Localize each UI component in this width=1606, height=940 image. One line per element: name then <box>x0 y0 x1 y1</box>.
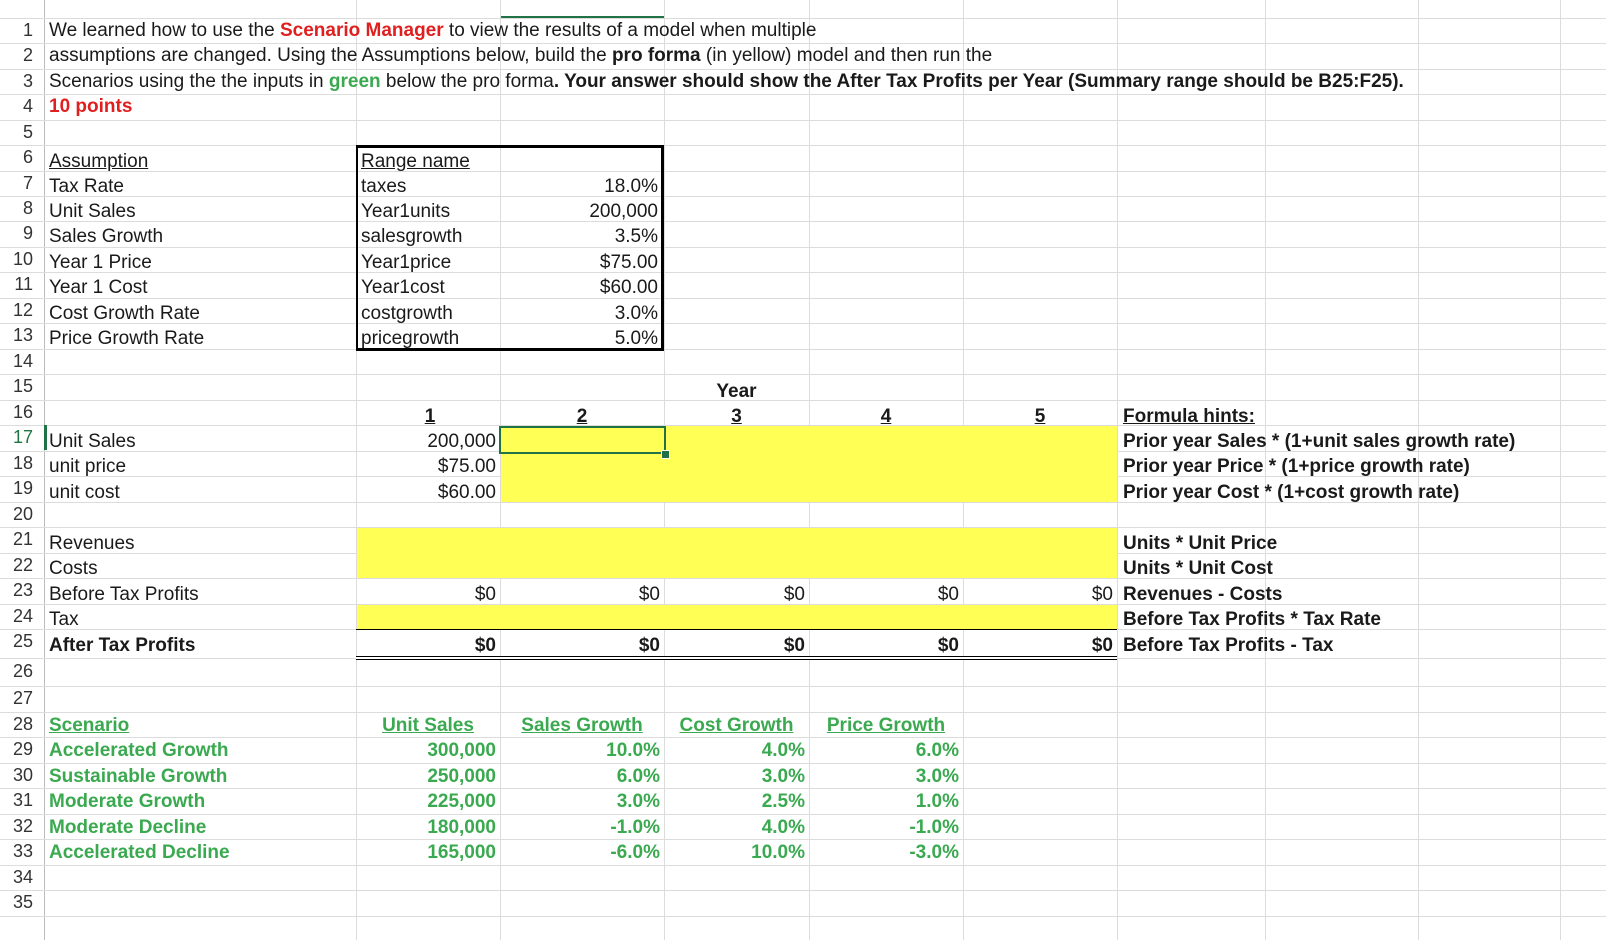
row-header[interactable]: 19 <box>12 478 33 498</box>
row-header[interactable]: 5 <box>22 122 33 142</box>
proforma-tax-fill <box>357 605 1117 629</box>
year-header-2[interactable]: 2 <box>576 406 588 427</box>
intro-line-1[interactable] <box>46 18 816 43</box>
scenario-cost-growth[interactable]: 3.0% <box>761 766 805 787</box>
after-tax-profit-value[interactable]: $0 <box>937 635 959 656</box>
before-tax-profit-value[interactable]: $0 <box>783 584 805 605</box>
proforma-revenue-cost-fill <box>357 528 1117 578</box>
after-tax-profit-value[interactable]: $0 <box>474 635 496 656</box>
row-header[interactable]: 3 <box>22 71 33 91</box>
row-header[interactable]: 6 <box>22 147 33 167</box>
scenario-sales-growth[interactable]: -1.0% <box>610 817 660 838</box>
assumption-label[interactable]: Year 1 Price <box>49 252 152 273</box>
scenario-units[interactable]: 250,000 <box>427 766 496 787</box>
intro-text: We learned how to use the <box>49 20 280 41</box>
gridline <box>0 865 1606 866</box>
row-header[interactable]: 22 <box>12 555 33 575</box>
intro-text: below the pro forma <box>380 71 554 92</box>
range-name[interactable]: salesgrowth <box>361 226 463 247</box>
scenario-cost-growth[interactable]: 4.0% <box>761 740 805 761</box>
row-header-selected[interactable]: 17 <box>12 427 33 447</box>
gridline <box>0 171 1606 172</box>
before-tax-profit-value[interactable]: $0 <box>474 584 496 605</box>
tax-label[interactable]: Tax <box>49 609 79 630</box>
row-header[interactable]: 21 <box>12 529 33 549</box>
gridline <box>0 247 1606 248</box>
row-header[interactable]: 1 <box>22 20 33 40</box>
unit-sales-label[interactable]: Unit Sales <box>49 431 136 452</box>
scenario-sales-growth[interactable]: -6.0% <box>610 842 660 863</box>
scenario-sales-growth[interactable]: 10.0% <box>606 740 660 761</box>
points-label[interactable]: 10 points <box>49 96 133 117</box>
before-tax-profit-value[interactable]: $0 <box>937 584 959 605</box>
row-header[interactable]: 9 <box>22 223 33 243</box>
assumption-label[interactable]: Sales Growth <box>49 226 164 247</box>
hint-after-tax[interactable]: Before Tax Profits - Tax <box>1123 635 1334 656</box>
fill-handle[interactable] <box>661 450 670 459</box>
row-header[interactable]: 10 <box>12 249 33 269</box>
row-header[interactable]: 27 <box>12 688 33 708</box>
row-header[interactable]: 25 <box>12 631 33 651</box>
assumption-label[interactable]: Tax Rate <box>49 176 124 197</box>
gridline <box>0 890 1606 891</box>
year-header-4[interactable]: 4 <box>880 406 892 427</box>
year-header-3[interactable]: 3 <box>731 406 742 427</box>
gridline <box>0 145 1606 146</box>
range-name[interactable]: Year1cost <box>361 277 445 298</box>
intro-line-3[interactable] <box>46 69 1404 94</box>
range-name[interactable]: Year1units <box>361 201 451 222</box>
before-tax-profit-value[interactable]: $0 <box>638 584 660 605</box>
hint-tax[interactable]: Before Tax Profits * Tax Rate <box>1123 609 1381 630</box>
row-header[interactable]: 26 <box>12 661 33 681</box>
scenario-name[interactable]: Accelerated Decline <box>49 842 230 863</box>
intro-line-2[interactable] <box>46 43 992 68</box>
hint-before-tax[interactable]: Revenues - Costs <box>1123 584 1283 605</box>
scenario-units[interactable]: 300,000 <box>427 740 496 761</box>
assumption-label[interactable]: Price Growth Rate <box>49 328 205 349</box>
gridline <box>0 196 1606 197</box>
row-header[interactable]: 7 <box>22 173 33 193</box>
gridline <box>0 298 1606 299</box>
unit-price-label[interactable]: unit price <box>49 456 127 477</box>
formula-hints-title[interactable]: Formula hints: <box>1123 406 1255 427</box>
range-name-header[interactable]: Range name <box>361 151 470 172</box>
assumption-header[interactable]: Assumption <box>49 151 149 172</box>
before-tax-profit-value[interactable]: $0 <box>1091 584 1113 605</box>
intro-text: to view the results of a model when multiple <box>443 20 817 41</box>
intro-text: assumptions are changed. Using the Assumptions below, build the <box>49 45 612 66</box>
total-top-border <box>356 629 1117 630</box>
row-header[interactable]: 28 <box>12 714 33 734</box>
assumption-value[interactable]: 5.0% <box>614 328 658 349</box>
intro-highlight: Scenario Manager <box>279 20 444 41</box>
scenario-name[interactable]: Moderate Decline <box>49 817 207 838</box>
year-title[interactable]: Year <box>716 381 757 402</box>
unit-price-year1[interactable]: $75.00 <box>437 456 496 477</box>
row-header[interactable]: 32 <box>12 816 33 836</box>
range-name[interactable]: costgrowth <box>361 303 453 324</box>
scenario-units[interactable]: 225,000 <box>427 791 496 812</box>
sales-growth-header[interactable]: Sales Growth <box>521 715 643 736</box>
costs-label[interactable]: Costs <box>49 558 98 579</box>
unit-sales-year1[interactable]: 200,000 <box>427 431 496 452</box>
row-header[interactable]: 4 <box>22 96 33 116</box>
hint-costs[interactable]: Units * Unit Cost <box>1123 558 1273 579</box>
scenario-name[interactable]: Moderate Growth <box>49 791 206 812</box>
unit-cost-label[interactable]: unit cost <box>49 482 120 503</box>
range-name[interactable]: Year1price <box>361 252 452 273</box>
range-name[interactable]: taxes <box>361 176 407 197</box>
intro-text: . Your answer should show the <box>553 71 837 92</box>
gridline <box>0 578 1606 579</box>
scenario-cost-growth[interactable]: 10.0% <box>751 842 805 863</box>
scenario-price-growth[interactable]: -3.0% <box>909 842 959 863</box>
row-header[interactable]: 30 <box>12 765 33 785</box>
row-header[interactable]: 24 <box>12 606 33 626</box>
row-header[interactable]: 20 <box>12 504 33 524</box>
gridline <box>0 374 1606 375</box>
gridline <box>0 221 1606 222</box>
row-header[interactable]: 8 <box>22 198 33 218</box>
scenario-price-growth[interactable]: -1.0% <box>909 817 959 838</box>
hint-price[interactable]: Prior year Price * (1+price growth rate) <box>1123 456 1470 477</box>
year-header-5[interactable]: 5 <box>1034 406 1046 427</box>
scenario-name[interactable]: Accelerated Growth <box>49 740 229 761</box>
row-header[interactable]: 12 <box>12 300 33 320</box>
revenues-label[interactable]: Revenues <box>49 533 135 554</box>
price-growth-header[interactable]: Price Growth <box>826 715 946 736</box>
row-header[interactable]: 35 <box>12 892 33 912</box>
scenario-sales-growth[interactable]: 6.0% <box>616 766 660 787</box>
scenario-price-growth[interactable]: 3.0% <box>915 766 959 787</box>
scenario-price-growth[interactable]: 1.0% <box>915 791 959 812</box>
intro-highlight: After Tax Profits per Year (Summary range should be B25:F25). <box>836 71 1404 92</box>
before-tax-profits-label[interactable]: Before Tax Profits <box>49 584 199 605</box>
row-header[interactable]: 15 <box>12 376 33 396</box>
row-header[interactable]: 31 <box>12 790 33 810</box>
row-header[interactable]: 23 <box>12 580 33 600</box>
assumption-label[interactable]: Year 1 Cost <box>49 277 148 298</box>
range-name[interactable]: pricegrowth <box>361 328 460 349</box>
hint-cost[interactable]: Prior year Cost * (1+cost growth rate) <box>1123 482 1460 503</box>
year-header-1[interactable]: 1 <box>424 406 436 427</box>
scenario-cost-growth[interactable]: 4.0% <box>761 817 805 838</box>
gridline <box>0 272 1606 273</box>
after-tax-profits-label[interactable]: After Tax Profits <box>49 635 196 656</box>
intro-text: Scenarios using the the inputs in <box>49 71 329 92</box>
hint-sales[interactable]: Prior year Sales * (1+unit sales growth rate) <box>1123 431 1516 452</box>
assumption-value[interactable]: $75.00 <box>599 252 658 273</box>
gridline <box>0 686 1606 687</box>
scenario-cost-growth[interactable]: 2.5% <box>761 791 805 812</box>
cost-growth-header[interactable]: Cost Growth <box>679 715 794 736</box>
after-tax-profit-value[interactable]: $0 <box>1091 635 1113 656</box>
scenario-name[interactable]: Sustainable Growth <box>49 766 228 787</box>
after-tax-profit-value[interactable]: $0 <box>783 635 805 656</box>
hint-revenues[interactable]: Units * Unit Price <box>1123 533 1278 554</box>
intro-text: (in yellow) model and then run the <box>700 45 993 66</box>
assumption-value[interactable]: $60.00 <box>599 277 658 298</box>
active-cell[interactable] <box>499 426 666 454</box>
after-tax-profit-value[interactable]: $0 <box>638 635 660 656</box>
intro-highlight: green <box>328 71 381 92</box>
assumption-label[interactable]: Unit Sales <box>49 201 136 222</box>
gridline <box>0 349 1606 350</box>
row-header[interactable]: 14 <box>12 351 33 371</box>
gridline <box>0 94 1606 95</box>
assumption-value[interactable]: 3.0% <box>614 303 658 324</box>
row-header[interactable]: 2 <box>22 45 33 65</box>
row-header[interactable]: 33 <box>12 841 33 861</box>
row-header[interactable]: 16 <box>12 402 33 422</box>
gridline <box>0 916 1606 917</box>
row-header[interactable]: 13 <box>12 325 33 345</box>
gridline <box>0 120 1606 121</box>
row-header[interactable]: 18 <box>12 453 33 473</box>
row-header[interactable]: 11 <box>14 274 33 294</box>
unit-cost-year1[interactable]: $60.00 <box>437 482 496 503</box>
total-double-underline <box>356 656 1117 660</box>
unit-sales-header[interactable]: Unit Sales <box>382 715 474 736</box>
scenario-header[interactable]: Scenario <box>49 715 130 736</box>
scenario-sales-growth[interactable]: 3.0% <box>616 791 660 812</box>
scenario-units[interactable]: 180,000 <box>427 817 496 838</box>
row-header[interactable]: 34 <box>12 867 33 887</box>
row-header-border <box>44 0 45 940</box>
assumption-value[interactable]: 18.0% <box>604 176 658 197</box>
assumption-value[interactable]: 3.5% <box>614 226 658 247</box>
gridline <box>1117 0 1118 940</box>
row-header[interactable]: 29 <box>12 739 33 759</box>
gridline <box>0 323 1606 324</box>
gridline <box>1560 0 1561 940</box>
scenario-price-growth[interactable]: 6.0% <box>915 740 959 761</box>
scenario-units[interactable]: 165,000 <box>427 842 496 863</box>
intro-highlight: pro forma <box>611 45 701 66</box>
assumption-label[interactable]: Cost Growth Rate <box>49 303 200 324</box>
assumption-value[interactable]: 200,000 <box>589 201 658 222</box>
